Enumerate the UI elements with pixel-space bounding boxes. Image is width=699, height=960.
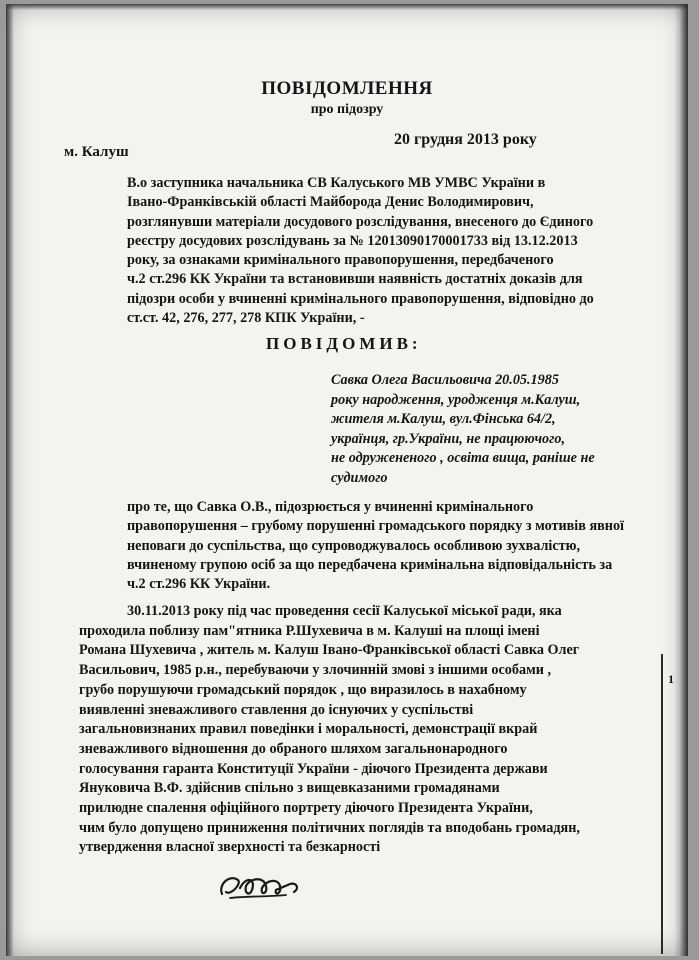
scan-edge-right xyxy=(674,4,688,956)
intro-line: підозри особи у вчиненні кримінального правопорушення, відповідно до xyxy=(127,290,594,307)
scan-fold-line xyxy=(661,654,663,954)
facts-line: чим було допущено приниження політичних поглядів та вподобань громадян, xyxy=(79,819,580,836)
suspect-line: судимого xyxy=(331,469,388,486)
document-place: м. Калуш xyxy=(64,144,129,160)
intro-line: В.о заступника начальника СВ Калуського МВ УМВС України в xyxy=(127,175,546,191)
scan-edge-left xyxy=(6,4,14,956)
signature-mark xyxy=(216,866,306,906)
page-marker: 1 xyxy=(668,672,674,686)
document-subtitle: про підозру xyxy=(310,102,384,117)
facts-line: проходила поблизу пам"ятника Р.Шухевича в м. Калуші на площі імені xyxy=(79,622,540,639)
suspicion-line: про те, що Савка О.В., підозрюється у вчиненні кримінального xyxy=(127,499,534,515)
intro-line: реєстру досудових розслідувань за № 12013090170001733 від 13.12.2013 xyxy=(127,232,578,249)
intro-line: розглянувши матеріали досудового розслідування, внесеного до Єдиного xyxy=(127,213,594,230)
facts-line: виявленні зневажливого ставлення до існуючих у суспільстві xyxy=(79,701,474,718)
intro-line: Івано-Франківській області Майборода Денис Володимирович, xyxy=(127,194,534,211)
facts-line: Януковича В.Ф. здійснив спільно з вищевказаними громадянами xyxy=(79,780,500,797)
intro-line: ст.ст. 42, 276, 277, 278 КПК України, - xyxy=(127,310,365,327)
suspicion-line: ч.2 ст.296 КК України. xyxy=(127,576,271,593)
suspicion-paragraph xyxy=(127,498,632,594)
intro-paragraph xyxy=(127,174,633,328)
suspect-line: Савка Олега Васильовича 20.05.1985 xyxy=(331,372,559,388)
facts-line: грубо порушуючи громадський порядок , що виразилось в нахабному xyxy=(79,681,527,698)
facts-paragraph xyxy=(79,602,632,858)
intro-line: року, за ознаками кримінального правопорушення, передбаченого xyxy=(127,252,554,269)
facts-line: голосування гаранта Конституції України - діючого Президента держави xyxy=(79,760,548,777)
suspicion-line: правопорушення – грубому порушенні громадського порядку з мотивів явної xyxy=(127,518,624,535)
suspect-line: жителя м.Калуш, вул.Фінська 64/2, xyxy=(331,411,556,428)
intro-line: ч.2 ст.296 КК України та встановивши наявність достатніх доказів для xyxy=(127,271,583,288)
notified-heading: ПОВІДОМИВ: xyxy=(266,334,422,353)
facts-line: Романа Шухевича , житель м. Калуш Івано-Франківської області Савка Олег xyxy=(79,642,580,659)
document-page xyxy=(6,4,688,956)
facts-line: Васильович, 1985 р.н., перебуваючи у злочинній змові з іншими особами , xyxy=(79,662,552,679)
document-title: ПОВІДОМЛЕННЯ xyxy=(261,78,433,99)
facts-line: прилюдне спалення офіційного портрету діючого Президента України, xyxy=(79,800,533,817)
suspicion-line: вчиненому групою осіб за що передбачена кримінальна відповідальність за xyxy=(127,556,613,573)
suspect-line: українця, гр.України, не працюючого, xyxy=(331,430,565,447)
scan-edge-top xyxy=(6,4,688,10)
suspect-line: року народження, уродженця м.Калуш, xyxy=(331,391,581,408)
facts-line: загальновизнаних правил поведінки і моральності, демонстрації вкрай xyxy=(79,721,538,738)
suspect-line: не одружененого , освіта вища, раніше не xyxy=(331,450,595,467)
facts-line: зневажливого відношення до обраного шляхом загальнонародного xyxy=(79,740,508,757)
document-date: 20 грудня 2013 року xyxy=(394,131,537,148)
suspicion-line: неповаги до суспільства, що супроводжувалось особливою зухвалістю, xyxy=(127,537,581,554)
suspect-details xyxy=(331,371,621,489)
facts-line: утвердження власної зверхності та безкарності xyxy=(79,839,381,856)
facts-line: 30.11.2013 року під час проведення сесії Калуської міської ради, яка xyxy=(127,603,562,619)
